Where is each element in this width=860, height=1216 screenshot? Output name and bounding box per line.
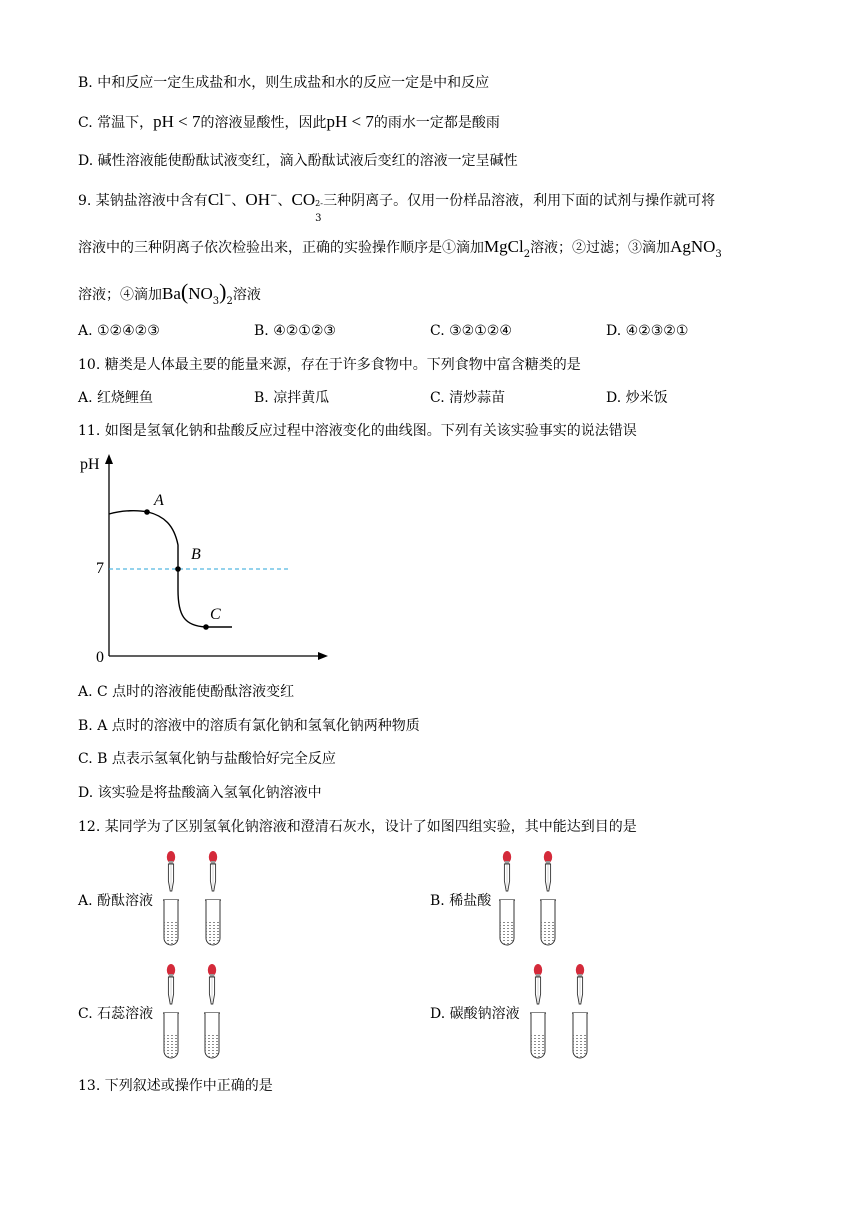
q12-d-dropper-right	[576, 964, 584, 1004]
y-tick-seven: 7	[96, 560, 104, 577]
q8-c-part2: 的溶液显酸性，因此	[200, 115, 327, 131]
ion-cl: Cl	[207, 190, 224, 209]
q11-option-c: C. B 点表示氢氧化钠与盐酸恰好完全反应	[78, 751, 336, 767]
q9-stem-line1	[78, 190, 716, 224]
ion-co3-charge: 2-	[315, 199, 323, 208]
q10-option-d: D. 炒米饭	[606, 390, 668, 406]
q8-option-c	[78, 112, 500, 133]
point-b-dot	[175, 566, 181, 572]
formula-ba-sub: 2	[226, 296, 233, 307]
ion-co3: CO	[291, 190, 316, 209]
q12-stem: 12. 某同学为了区别氢氧化钠溶液和澄清石灰水，设计了如图四组实验，其中能达到目的是	[78, 819, 637, 835]
q8-option-d: D. 碱性溶液能使酚酞试液变红，滴入酚酞试液后变红的溶液一定呈碱性	[78, 153, 518, 169]
q9-stem-line2	[78, 237, 722, 260]
formula-mgcl2-sub: 2	[523, 249, 531, 260]
q8-c-part3: 的雨水一定都是酸雨	[373, 115, 500, 131]
q12-a-dropper-right	[209, 851, 217, 891]
q11-option-d: D. 该实验是将盐酸滴入氢氧化钠溶液中	[78, 785, 322, 801]
q10-option-c: C. 清炒蒜苗	[430, 390, 506, 406]
q12-b-tube-left	[499, 900, 515, 945]
q10-stem: 10. 糖类是人体最主要的能量来源，存在于许多食物中。下列食物中富含糖类的是	[78, 357, 581, 373]
q9-line2-part1: 溶液中的三种阴离子依次检验出来，正确的实验操作顺序是①滴加	[78, 240, 484, 256]
y-axis-label: pH	[80, 456, 100, 473]
point-c-label: C	[210, 606, 221, 623]
q10-option-b: B. 凉拌黄瓜	[254, 390, 330, 406]
point-b-label: B	[191, 546, 201, 563]
formula-no3-sub: 3	[212, 296, 220, 307]
separator: 、	[231, 193, 246, 209]
q12-d-tube-right	[572, 1013, 588, 1058]
formula-agno3: AgNO	[670, 237, 716, 256]
ph-expression: pH < 7	[326, 112, 374, 131]
q9-option-c: C. ③②①②④	[430, 323, 512, 339]
q12-b-tube-right	[540, 900, 556, 945]
point-a-label: A	[154, 492, 164, 509]
q11-option-a: A. C 点时的溶液能使酚酞溶液变红	[78, 684, 295, 700]
point-c-dot	[203, 624, 209, 630]
formula-mgcl2: MgCl	[484, 237, 524, 256]
q9-option-a: A. ①②④②③	[78, 323, 160, 339]
q11-option-b: B. A 点时的溶液中的溶质有氯化钠和氢氧化钠两种物质	[78, 718, 420, 734]
q12-a-tube-left	[163, 900, 179, 945]
q12-c-tube-left	[163, 1013, 179, 1058]
q9-line3-part1: 溶液；④滴加	[78, 287, 162, 303]
ion-oh: OH	[245, 190, 270, 209]
q11-stem: 11. 如图是氢氧化钠和盐酸反应过程中溶液变化的曲线图。下列有关该实验事实的说法错误	[78, 423, 637, 439]
q9-line3-part2: 溶液	[232, 287, 261, 303]
q12-option-a: A. 酚酞溶液	[78, 893, 154, 909]
q12-a-dropper-left	[167, 851, 175, 891]
formula-ba: Ba	[162, 284, 181, 303]
paren-open: (	[180, 279, 189, 304]
ph-graph	[78, 450, 338, 672]
q12-b-dropper-left	[503, 851, 511, 891]
q9-stem-line3	[78, 279, 261, 307]
q12-c-dropper-right	[208, 964, 216, 1004]
ion-co3-sub: 3	[315, 213, 322, 224]
q9-option-d: D. ④②③②①	[606, 323, 689, 339]
separator: 、	[277, 193, 292, 209]
q9-line2-part2: 溶液；②过滤；③滴加	[530, 240, 671, 256]
q9-option-b: B. ④②①②③	[254, 323, 336, 339]
q12-c-tube-right	[204, 1013, 220, 1058]
q12-a-tube-right	[205, 900, 221, 945]
q12-option-b: B. 稀盐酸	[430, 893, 492, 909]
q12-option-c: C. 石蕊溶液	[78, 1006, 154, 1022]
q12-b-dropper-right	[544, 851, 552, 891]
q8-c-part1: C. 常温下，	[78, 115, 154, 131]
q12-d-dropper-left	[534, 964, 542, 1004]
q9-text1: 9. 某钠盐溶液中含有	[78, 193, 208, 209]
ion-oh-charge: −	[269, 191, 278, 201]
point-a-dot	[144, 509, 150, 515]
q8-option-b: B. 中和反应一定生成盐和水，则生成盐和水的反应一定是中和反应	[78, 75, 490, 91]
q12-d-tube-left	[530, 1013, 546, 1058]
formula-agno3-sub: 3	[715, 249, 722, 260]
q12-c-dropper-left	[167, 964, 175, 1004]
y-axis-arrow	[105, 454, 113, 464]
x-axis-arrow	[318, 652, 328, 660]
formula-no3: NO	[188, 284, 213, 303]
q13-stem: 13. 下列叙述或操作中正确的是	[78, 1078, 273, 1094]
paren-close: )	[219, 279, 227, 304]
ph-curve-figure	[78, 450, 338, 672]
q9-text2: 三种阴离子。仅用一份样品溶液，利用下面的试剂与操作就可将	[323, 193, 716, 209]
q12-option-d: D. 碳酸钠溶液	[430, 1006, 520, 1022]
ion-cl-charge: −	[223, 191, 232, 201]
origin-label: 0	[96, 649, 104, 666]
ph-expression: pH < 7	[153, 112, 201, 131]
q10-option-a: A. 红烧鲤鱼	[78, 390, 154, 406]
